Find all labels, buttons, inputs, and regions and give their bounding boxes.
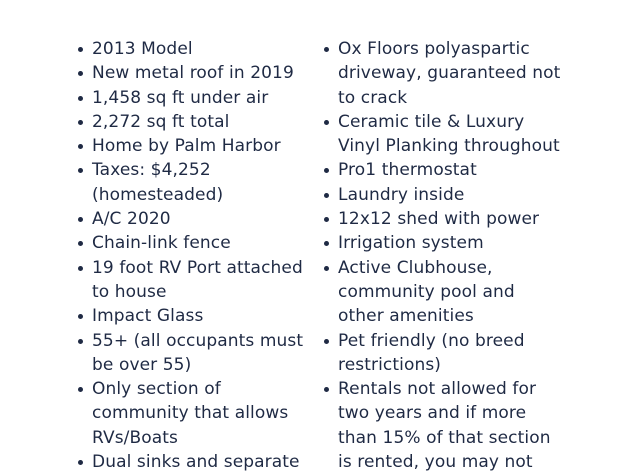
list-item: 2,272 sq ft total [92, 110, 322, 134]
list-item: Dual sinks and separate [92, 450, 322, 474]
list-item: Impact Glass [92, 304, 322, 328]
list-item: 19 foot RV Port attached to house [92, 256, 322, 305]
list-item: Ox Floors polyaspartic driveway, guaranteed not to crack [338, 37, 578, 110]
list-item: 2013 Model [92, 37, 322, 61]
list-item: Only section of community that allows RVs/Boats [92, 377, 322, 450]
list-item: Laundry inside [338, 183, 578, 207]
list-item: Rentals not allowed for two years and if more than 15% of that section is rented, you may not [338, 377, 578, 474]
list-item: New metal roof in 2019 [92, 61, 322, 85]
right-feature-list [338, 37, 578, 474]
list-item: Pro1 thermostat [338, 158, 578, 182]
list-item: 12x12 shed with power [338, 207, 578, 231]
list-item: Active Clubhouse, community pool and other amenities [338, 256, 578, 329]
list-item: Pet friendly (no breed restrictions) [338, 329, 578, 378]
list-item: Home by Palm Harbor [92, 134, 322, 158]
list-item: Irrigation system [338, 231, 578, 255]
list-item: Taxes: $4,252 (homesteaded) [92, 158, 322, 207]
list-item: Ceramic tile & Luxury Vinyl Planking throughout [338, 110, 578, 159]
list-item: Chain-link fence [92, 231, 322, 255]
list-item: 1,458 sq ft under air [92, 86, 322, 110]
left-feature-list [92, 37, 322, 474]
list-item: A/C 2020 [92, 207, 322, 231]
list-item: 55+ (all occupants must be over 55) [92, 329, 322, 378]
